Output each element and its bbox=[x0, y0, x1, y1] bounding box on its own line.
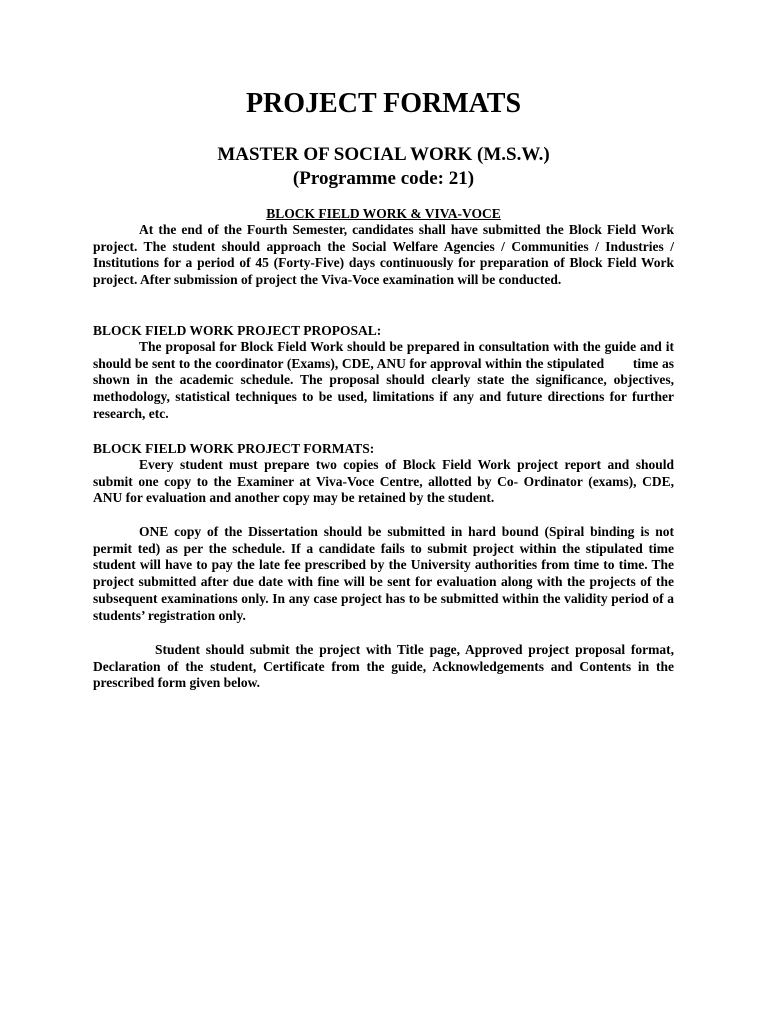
document-title: PROJECT FORMATS bbox=[245, 88, 522, 119]
section-heading-proposal: BLOCK FIELD WORK PROJECT PROPOSAL: bbox=[93, 323, 382, 338]
section-heading-viva-voce: BLOCK FIELD WORK & VIVA-VOCE bbox=[266, 206, 501, 221]
document-subtitle bbox=[93, 143, 674, 191]
paragraph-proposal: The proposal for Block Field Work should be prepared in consultation with the guide and it should be sent to the coordinator (Exams), CDE, ANU for approval within the stipulated time as shown in the academic schedule. The proposal should clearly state the significance, objectives, methodology, statistical techniques to be used, limitations if any and future directions for further research, etc. bbox=[93, 339, 678, 421]
paragraph-submission-contents: Student should submit the project with Title page, Approved project proposal format, Declaration of the student, Certificate from the guide, Acknowledgements and Contents in the prescribed form given below. bbox=[93, 642, 674, 691]
section-heading-formats: BLOCK FIELD WORK PROJECT FORMATS: bbox=[93, 441, 375, 456]
subtitle-programme-code: (Programme code: 21) bbox=[292, 168, 475, 189]
paragraph-dissertation-copy: ONE copy of the Dissertation should be submitted in hard bound (Spiral binding is not permit ted) as per the schedule. If a candidate fails to submit project within the stipulated time student will have to pay the late fee prescribed by the University authorities from time to time. The project submitted after due date with fine will be sent for evaluation along with the projects of the subsequent examinations only. In any case project has to be submitted within the validity period of a students’ registration only. bbox=[93, 524, 674, 623]
paragraph-viva-voce: At the end of the Fourth Semester, candidates shall have submitted the Block Field Work project. The student should approach the Social Welfare Agencies / Communities / Industries / Institutions for a period of 45 (Forty-Five) days continuously for preparation of Block Field Work project. After submission of project the Viva-Voce examination will be conducted. bbox=[93, 222, 674, 288]
subtitle-degree: MASTER OF SOCIAL WORK (M.S.W.) bbox=[217, 144, 550, 165]
paragraph-formats: Every student must prepare two copies of Block Field Work project report and should submit one copy to the Examiner at Viva-Voce Centre, allotted by Co- Ordinator (exams), CDE, ANU for evaluation and another copy may be retained by the student. bbox=[93, 457, 674, 506]
